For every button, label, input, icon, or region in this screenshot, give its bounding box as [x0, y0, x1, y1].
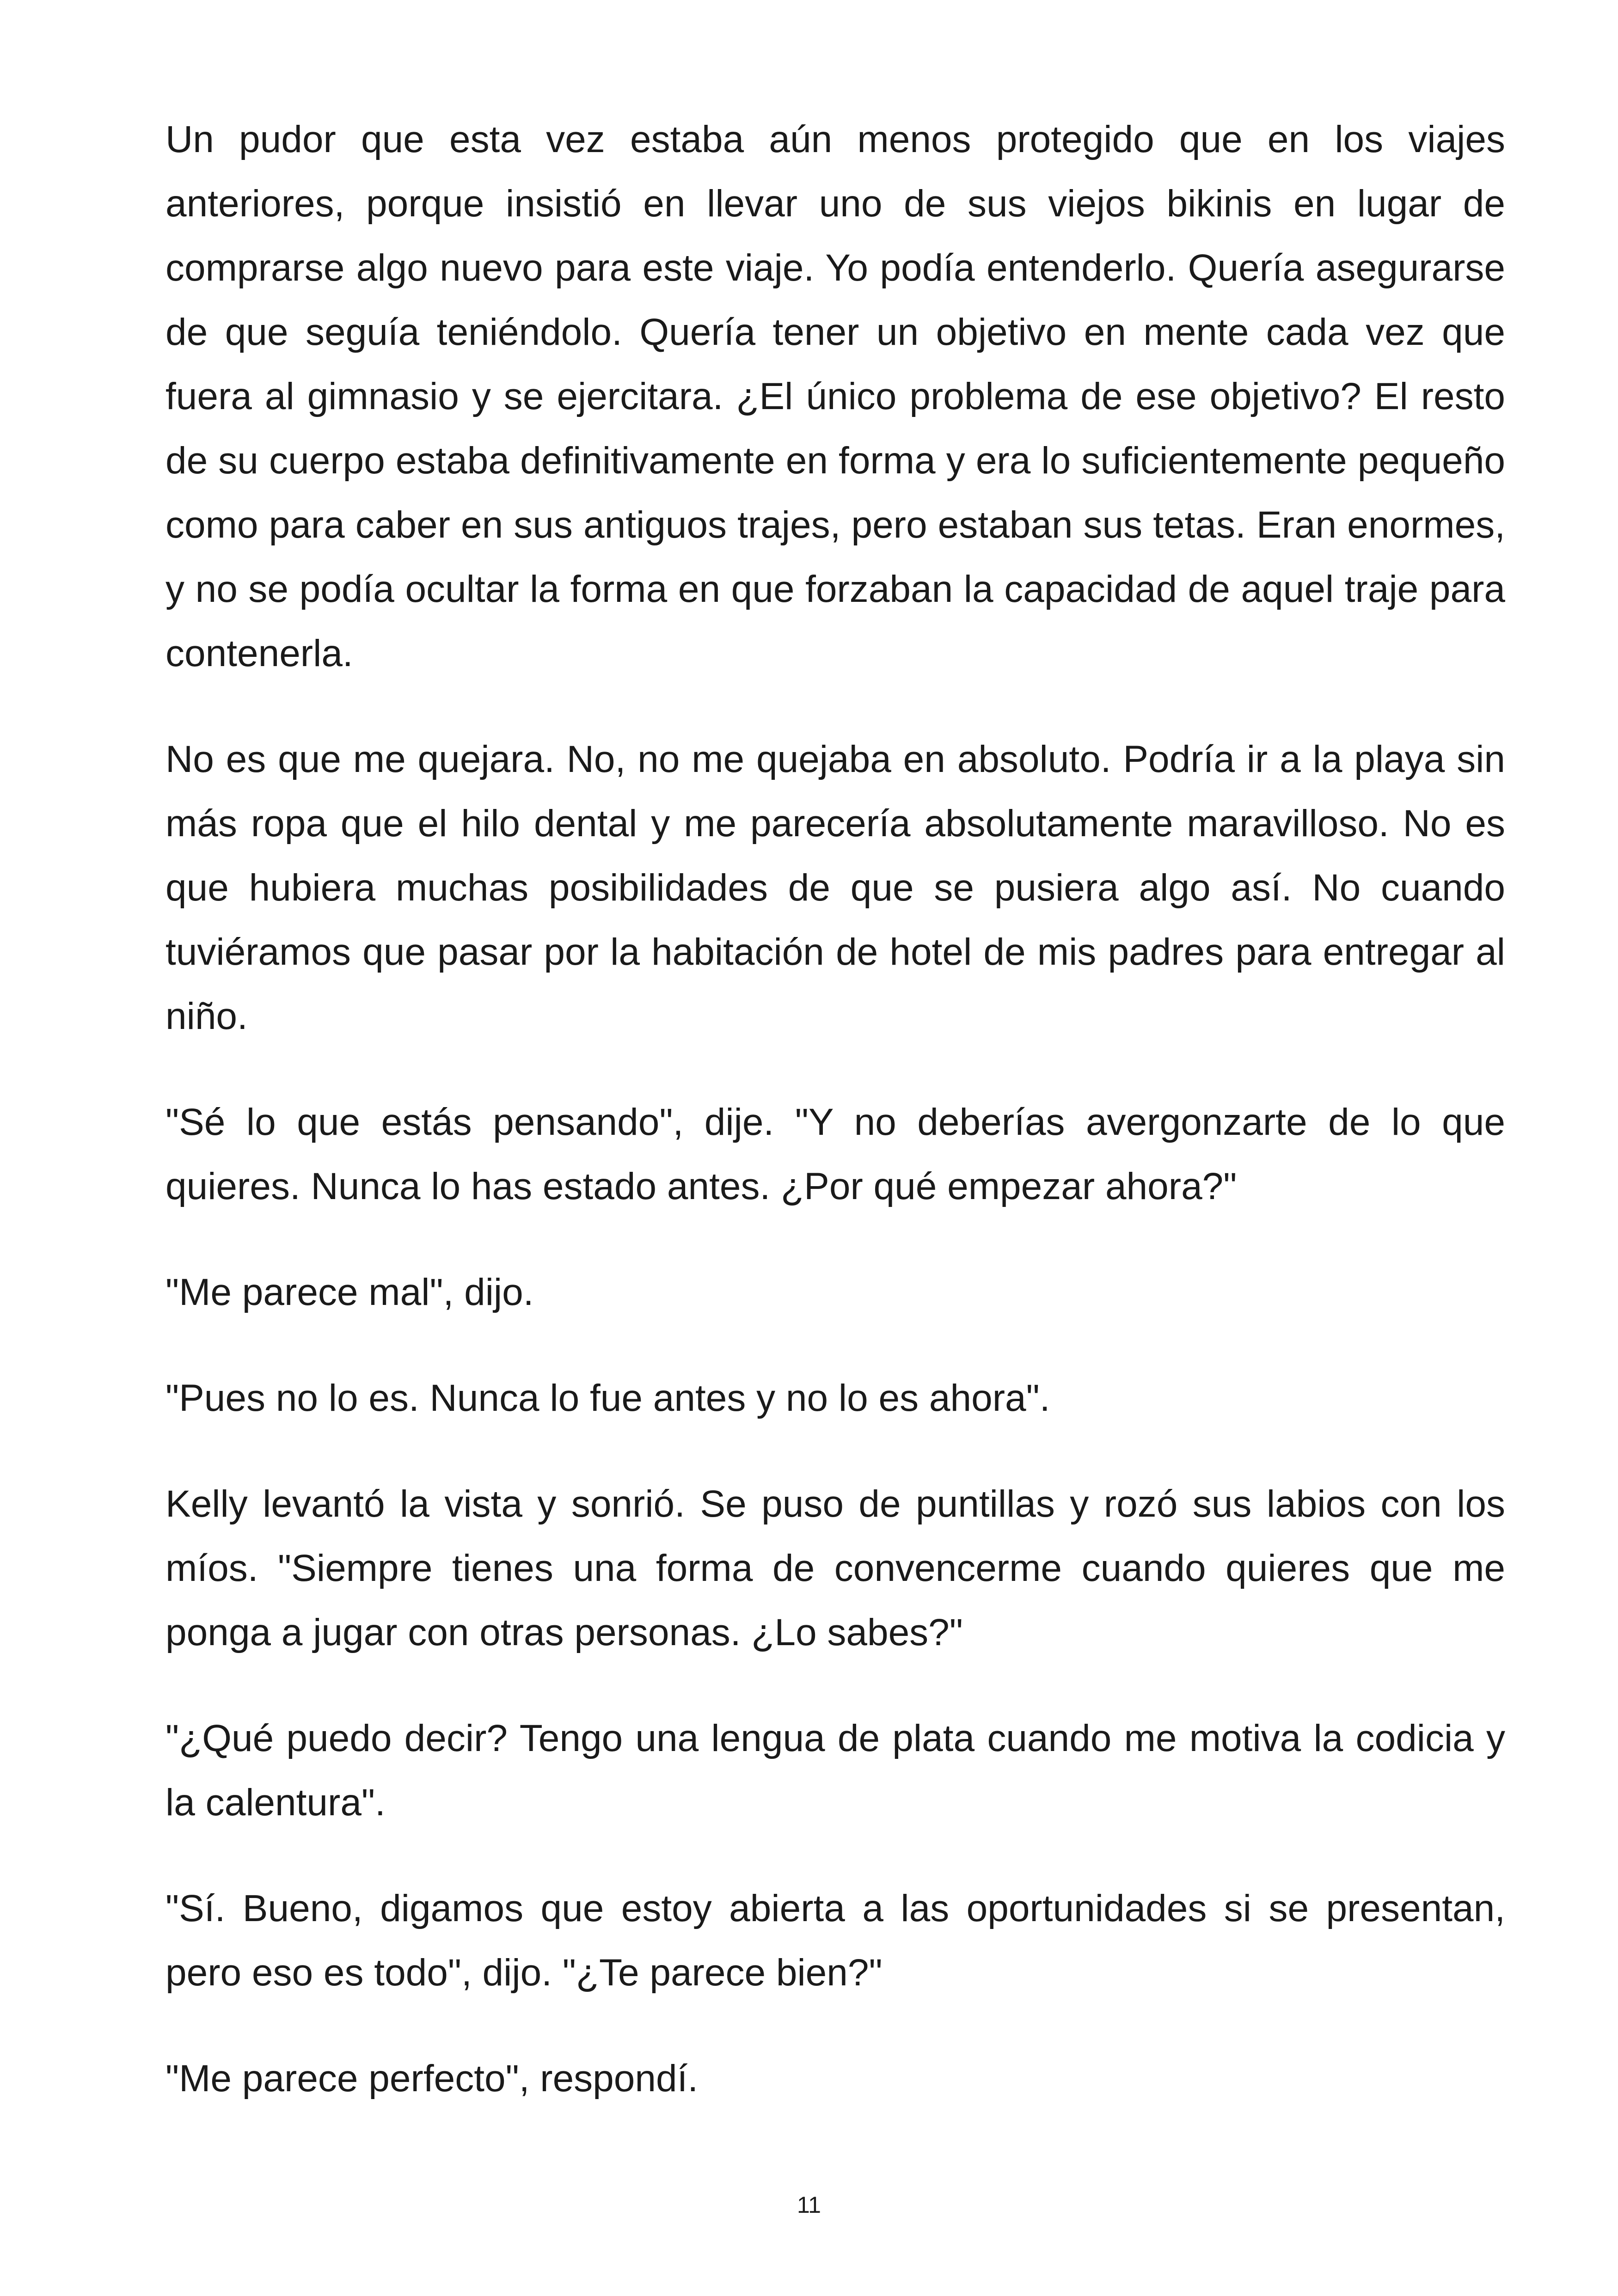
paragraph: No es que me quejara. No, no me quejaba en absoluto. Podría ir a la playa sin más ropa que el hilo dental y me parecería absolutamente maravilloso. No es que hubiera muchas posibilidades de que se pusiera algo así. No cuando tuviéramos que pasar por la habitación de hotel de mis padres para entregar al niño. [165, 738, 1505, 1037]
paragraph: "Pues no lo es. Nunca lo fue antes y no lo es ahora". [165, 1377, 1050, 1419]
paragraph: "Me parece mal", dijo. [165, 1271, 534, 1313]
paragraph: Kelly levantó la vista y sonrió. Se puso de puntillas y rozó sus labios con los míos. "Siempre tienes una forma de convencerme cuando quieres que me ponga a jugar con otras personas. ¿Lo sabes?" [165, 1483, 1505, 1653]
paragraph: "¿Qué puedo decir? Tengo una lengua de plata cuando me motiva la codicia y la calentura". [165, 1717, 1505, 1824]
paragraph: "Me parece perfecto", respondí. [165, 2057, 699, 2100]
page-number: 11 [797, 2192, 821, 2218]
paragraph: "Sí. Bueno, digamos que estoy abierta a las oportunidades si se presentan, pero eso es todo", dijo. "¿Te parece bien?" [165, 1887, 1505, 1994]
paragraph: "Sé lo que estás pensando", dije. "Y no deberías avergonzarte de lo que quieres. Nunca lo has estado antes. ¿Por qué empezar ahora?" [165, 1101, 1505, 1207]
paragraph: Un pudor que esta vez estaba aún menos protegido que en los viajes anteriores, porque insistió en llevar uno de sus viejos bikinis en lugar de comprarse algo nuevo para este viaje. Yo podía entenderlo. Quería asegurarse de que seguía teniéndolo. Quería tener un objetivo en mente cada vez que fuera al gimnasio y se ejercitara. ¿El único problema de ese objetivo? El resto de su cuerpo estaba definitivamente en forma y era lo suficientemente pequeño como para caber en sus antiguos trajes, pero estaban sus tetas. Eran enormes, y no se podía ocultar la forma en que forzaban la capacidad de aquel traje para contenerla. [165, 118, 1505, 674]
body-text [165, 107, 1505, 2111]
